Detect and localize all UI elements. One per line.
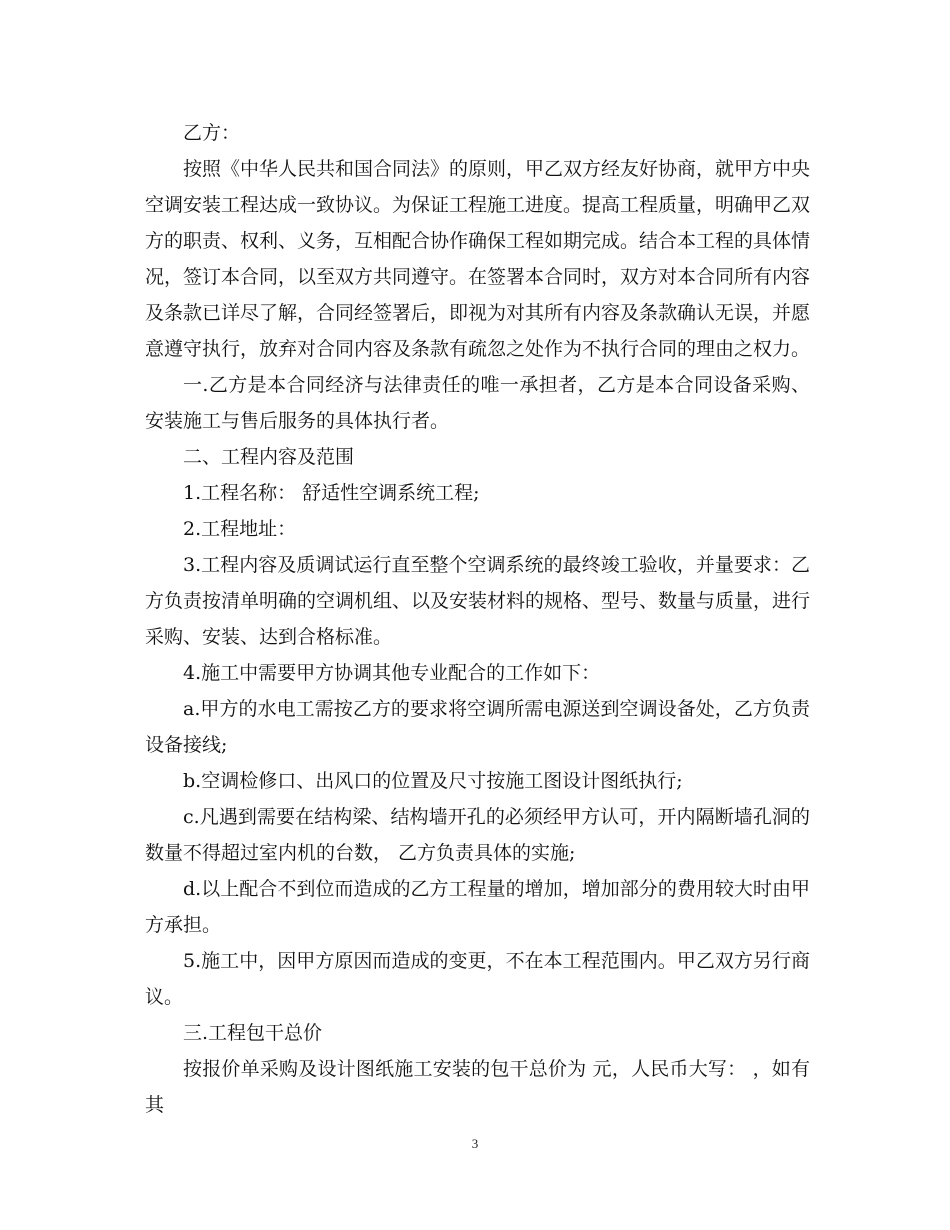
item-project-address: 2.工程地址： [183,518,297,540]
sub-item-c: c.凡遇到需要在结构梁、结构墙开孔的必须经甲方认可，开内隔断墙孔洞的数量不得超过室内机的台数， 乙方负责具体的实施; [145,806,810,864]
preamble-paragraph: 按照《中华人民共和国合同法》的原则，甲乙双方经友好协商，就甲方中央空调安装工程达成一致协议。为保证工程施工进度。提高工程质量，明确甲乙双方的职责、权利、义务，互相配合协作确保工程如期完成。结合本工程的具体情况，签订本合同，以至双方共同遵守。在签署本合同时，双方对本合同所有内容及条款已详尽了解，合同经签署后，即视为对其所有内容及条款确认无误，并愿意遵守执行，放弃对合同内容及条款有疏忽之处作为不执行合同的理由之权力。 [145,158,811,360]
sub-item-d: d.以上配合不到位而造成的乙方工程量的增加，增加部分的费用较大时由甲方承担。 [145,878,810,936]
section-two-heading: 二、工程内容及范围 [183,446,355,468]
clause-one: 一.乙方是本合同经济与法律责任的唯一承担者，乙方是本合同设备采购、安装施工与售后服务的具体执行者。 [145,374,810,432]
sub-item-a: a.甲方的水电工需按乙方的要求将空调所需电源送到空调设备处，乙方负责设备接线; [145,698,810,756]
page-number: 3 [471,1136,479,1151]
party-b-label: 乙方： [183,122,241,144]
section-three-heading: 三.工程包干总价 [183,1022,323,1044]
item-project-name: 1.工程名称： 舒适性空调系统工程; [183,482,480,504]
item-project-content: 3.工程内容及质调试运行直至整个空调系统的最终竣工验收，并量要求：乙方负责按清单明确的空调机组、以及安装材料的规格、型号、数量与质量，进行采购、安装、达到合格标准。 [145,554,811,648]
sub-item-b: b.空调检修口、出风口的位置及尺寸按施工图设计图纸执行; [183,770,683,792]
item-coordination: 4.施工中需要甲方协调其他专业配合的工作如下： [183,662,601,684]
total-price-paragraph: 按报价单采购及设计图纸施工安装的包干总价为 元，人民币大写： ，如有其 [145,1058,810,1116]
document-body [145,115,810,1123]
item-changes: 5.施工中，因甲方原因而造成的变更，不在本工程范围内。甲乙双方另行商议。 [145,950,810,1008]
